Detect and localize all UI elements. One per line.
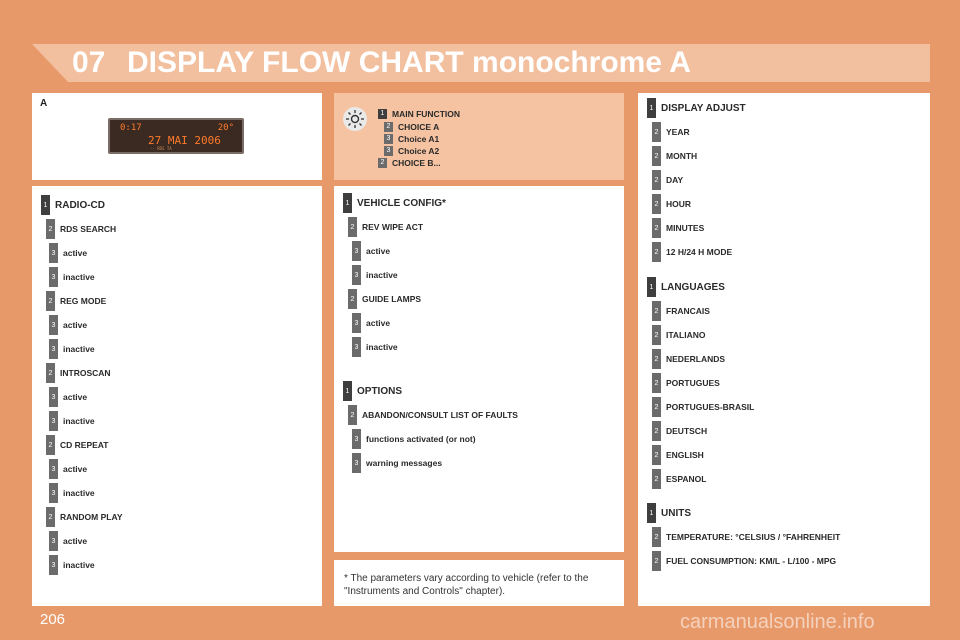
level-marker: 2 bbox=[46, 435, 55, 455]
level-marker: 3 bbox=[49, 483, 58, 503]
level-marker: 3 bbox=[384, 146, 393, 156]
level-marker: 3 bbox=[352, 337, 361, 357]
menu-item bbox=[46, 506, 123, 528]
menu-item bbox=[352, 240, 390, 262]
level-marker: 1 bbox=[41, 195, 50, 215]
level-marker: 3 bbox=[352, 429, 361, 449]
level-marker: 3 bbox=[352, 241, 361, 261]
settings-panel bbox=[638, 93, 930, 606]
menu-label: HOUR bbox=[666, 199, 692, 209]
menu-label: GUIDE LAMPS bbox=[362, 294, 422, 304]
level-marker: 3 bbox=[49, 459, 58, 479]
menu-label: LANGUAGES bbox=[661, 281, 725, 293]
lcd-status: ·· RDS TA bbox=[150, 146, 172, 151]
menu-label: DISPLAY ADJUST bbox=[661, 102, 746, 114]
menu-item bbox=[46, 290, 106, 312]
menu-label: UNITS bbox=[661, 507, 691, 519]
menu-label: RDS SEARCH bbox=[60, 224, 117, 234]
menu-label: PORTUGUES-BRASIL bbox=[666, 402, 755, 412]
menu-label: active bbox=[63, 320, 88, 330]
menu-item bbox=[46, 218, 116, 240]
menu-item bbox=[652, 468, 706, 490]
level-marker: 3 bbox=[384, 134, 393, 144]
legend-item bbox=[378, 157, 441, 168]
level-marker: 2 bbox=[652, 397, 661, 417]
menu-label: active bbox=[63, 464, 88, 474]
lcd-time: 0:17 bbox=[120, 123, 142, 133]
menu-label: ESPANOL bbox=[666, 474, 707, 484]
menu-item bbox=[46, 362, 111, 384]
menu-label: MINUTES bbox=[666, 223, 705, 233]
menu-label: active bbox=[63, 536, 88, 546]
level-marker: 3 bbox=[352, 265, 361, 285]
menu-label: REG MODE bbox=[60, 296, 107, 306]
menu-item bbox=[647, 276, 725, 298]
level-marker: 2 bbox=[652, 122, 661, 142]
menu-label: inactive bbox=[366, 270, 398, 280]
level-marker: 3 bbox=[49, 531, 58, 551]
watermark: carmanualsonline.info bbox=[680, 611, 875, 633]
lcd-date: 27 MAI 2006 bbox=[148, 134, 221, 147]
menu-label: functions activated (or not) bbox=[366, 434, 476, 444]
level-marker: 1 bbox=[647, 503, 656, 523]
menu-label: REV WIPE ACT bbox=[362, 222, 424, 232]
menu-item bbox=[343, 192, 446, 214]
level-marker: 1 bbox=[378, 109, 387, 119]
menu-item bbox=[348, 404, 518, 426]
menu-label: OPTIONS bbox=[357, 385, 403, 397]
menu-label: active bbox=[366, 246, 391, 256]
menu-item bbox=[46, 434, 109, 456]
menu-item bbox=[49, 554, 95, 576]
level-marker: 2 bbox=[46, 291, 55, 311]
legend-label: Choice A1 bbox=[398, 133, 440, 144]
level-marker: 1 bbox=[343, 193, 352, 213]
level-marker: 2 bbox=[46, 507, 55, 527]
footnote: * The parameters vary according to vehicle (refer to the "Instruments and Controls" chapter). bbox=[344, 573, 589, 597]
menu-item bbox=[652, 526, 840, 548]
menu-label: inactive bbox=[63, 272, 95, 282]
level-marker: 3 bbox=[352, 313, 361, 333]
menu-item bbox=[352, 336, 398, 358]
level-marker: 2 bbox=[652, 170, 661, 190]
menu-label: YEAR bbox=[666, 127, 690, 137]
menu-item bbox=[352, 452, 442, 474]
level-marker: 2 bbox=[46, 219, 55, 239]
level-marker: 2 bbox=[652, 242, 661, 262]
level-marker: 3 bbox=[49, 267, 58, 287]
level-marker: 1 bbox=[647, 277, 656, 297]
menu-item bbox=[41, 194, 105, 216]
menu-label: RANDOM PLAY bbox=[60, 512, 123, 522]
level-marker: 2 bbox=[652, 469, 661, 489]
level-marker: 2 bbox=[652, 527, 661, 547]
menu-label: TEMPERATURE: °CELSIUS / °FAHRENHEIT bbox=[666, 532, 841, 542]
menu-item bbox=[652, 348, 725, 370]
level-marker: 2 bbox=[652, 445, 661, 465]
level-marker: 2 bbox=[652, 194, 661, 214]
menu-label: inactive bbox=[63, 416, 95, 426]
level-marker: 3 bbox=[49, 555, 58, 575]
page-number: 206 bbox=[40, 611, 66, 628]
menu-item bbox=[49, 530, 87, 552]
level-marker: 1 bbox=[647, 98, 656, 118]
lcd-temp: 20° bbox=[217, 123, 234, 133]
menu-item bbox=[652, 193, 691, 215]
legend-label: CHOICE B... bbox=[392, 157, 441, 168]
level-marker: 2 bbox=[652, 373, 661, 393]
menu-item bbox=[49, 338, 95, 360]
menu-label: INTROSCAN bbox=[60, 368, 111, 378]
menu-label: inactive bbox=[63, 344, 95, 354]
menu-item bbox=[652, 324, 706, 346]
menu-label: inactive bbox=[63, 488, 95, 498]
chapter-number: 07 bbox=[72, 46, 106, 79]
menu-label: FUEL CONSUMPTION: KM/L - L/100 - MPG bbox=[666, 556, 837, 566]
menu-label: CD REPEAT bbox=[60, 440, 109, 450]
menu-label: NEDERLANDS bbox=[666, 354, 726, 364]
menu-label: DEUTSCH bbox=[666, 426, 708, 436]
menu-item bbox=[348, 288, 421, 310]
lcd-display bbox=[108, 118, 244, 154]
brightness-icon bbox=[342, 106, 368, 132]
menu-label: active bbox=[366, 318, 391, 328]
menu-label: FRANCAIS bbox=[666, 306, 710, 316]
level-marker: 2 bbox=[46, 363, 55, 383]
page-title: DISPLAY FLOW CHART monochrome A bbox=[127, 46, 691, 79]
menu-item bbox=[652, 396, 754, 418]
level-marker: 2 bbox=[652, 301, 661, 321]
level-marker: 2 bbox=[652, 218, 661, 238]
menu-label: active bbox=[63, 248, 88, 258]
menu-item bbox=[343, 380, 402, 402]
level-marker: 1 bbox=[343, 381, 352, 401]
level-marker: 2 bbox=[652, 421, 661, 441]
menu-label: inactive bbox=[366, 342, 398, 352]
menu-item bbox=[647, 502, 691, 524]
menu-item bbox=[652, 121, 690, 143]
main-function-panel bbox=[334, 93, 624, 180]
menu-item bbox=[49, 314, 87, 336]
level-marker: 3 bbox=[49, 339, 58, 359]
menu-item bbox=[49, 482, 95, 504]
menu-item bbox=[49, 242, 87, 264]
menu-label: active bbox=[63, 392, 88, 402]
level-marker: 3 bbox=[49, 315, 58, 335]
menu-item bbox=[652, 217, 704, 239]
legend-item bbox=[384, 145, 439, 156]
menu-item bbox=[348, 216, 423, 238]
level-marker: 3 bbox=[49, 387, 58, 407]
header-tab bbox=[32, 44, 68, 82]
menu-item bbox=[652, 169, 683, 191]
menu-item bbox=[352, 428, 476, 450]
menu-label: warning messages bbox=[366, 458, 443, 468]
menu-item bbox=[49, 410, 95, 432]
menu-item bbox=[652, 241, 732, 263]
level-marker: 3 bbox=[49, 411, 58, 431]
menu-item bbox=[49, 266, 95, 288]
legend-item bbox=[378, 108, 460, 119]
legend-label: CHOICE A bbox=[398, 121, 440, 132]
level-marker: 2 bbox=[652, 349, 661, 369]
menu-label: MONTH bbox=[666, 151, 698, 161]
menu-item bbox=[352, 312, 390, 334]
legend-item bbox=[384, 121, 439, 132]
level-marker: 2 bbox=[378, 158, 387, 168]
menu-label: PORTUGUES bbox=[666, 378, 720, 388]
menu-item bbox=[647, 97, 746, 119]
menu-item bbox=[49, 386, 87, 408]
menu-label: ENGLISH bbox=[666, 450, 704, 460]
menu-label: 12 H/24 H MODE bbox=[666, 247, 733, 257]
menu-item bbox=[652, 372, 720, 394]
menu-item bbox=[652, 145, 697, 167]
level-marker: 3 bbox=[49, 243, 58, 263]
menu-label: RADIO-CD bbox=[55, 199, 105, 211]
menu-label: inactive bbox=[63, 560, 95, 570]
vehicle-config-panel bbox=[334, 186, 624, 552]
menu-label: DAY bbox=[666, 175, 684, 185]
level-marker: 3 bbox=[352, 453, 361, 473]
display-label: A bbox=[40, 98, 48, 109]
level-marker: 2 bbox=[652, 325, 661, 345]
menu-item bbox=[652, 420, 707, 442]
menu-item bbox=[49, 458, 87, 480]
legend-label: Choice A2 bbox=[398, 145, 440, 156]
legend-item bbox=[384, 133, 439, 144]
level-marker: 2 bbox=[652, 551, 661, 571]
menu-item bbox=[352, 264, 398, 286]
menu-label: ABANDON/CONSULT LIST OF FAULTS bbox=[362, 410, 518, 420]
menu-item bbox=[652, 300, 710, 322]
menu-item bbox=[652, 550, 836, 572]
level-marker: 2 bbox=[652, 146, 661, 166]
radio-cd-panel bbox=[32, 186, 322, 606]
level-marker: 2 bbox=[348, 405, 357, 425]
legend-label: MAIN FUNCTION bbox=[392, 108, 460, 119]
level-marker: 2 bbox=[348, 289, 357, 309]
menu-item bbox=[652, 444, 704, 466]
menu-label: ITALIANO bbox=[666, 330, 706, 340]
level-marker: 2 bbox=[348, 217, 357, 237]
level-marker: 2 bbox=[384, 122, 393, 132]
menu-label: VEHICLE CONFIG* bbox=[357, 197, 446, 209]
